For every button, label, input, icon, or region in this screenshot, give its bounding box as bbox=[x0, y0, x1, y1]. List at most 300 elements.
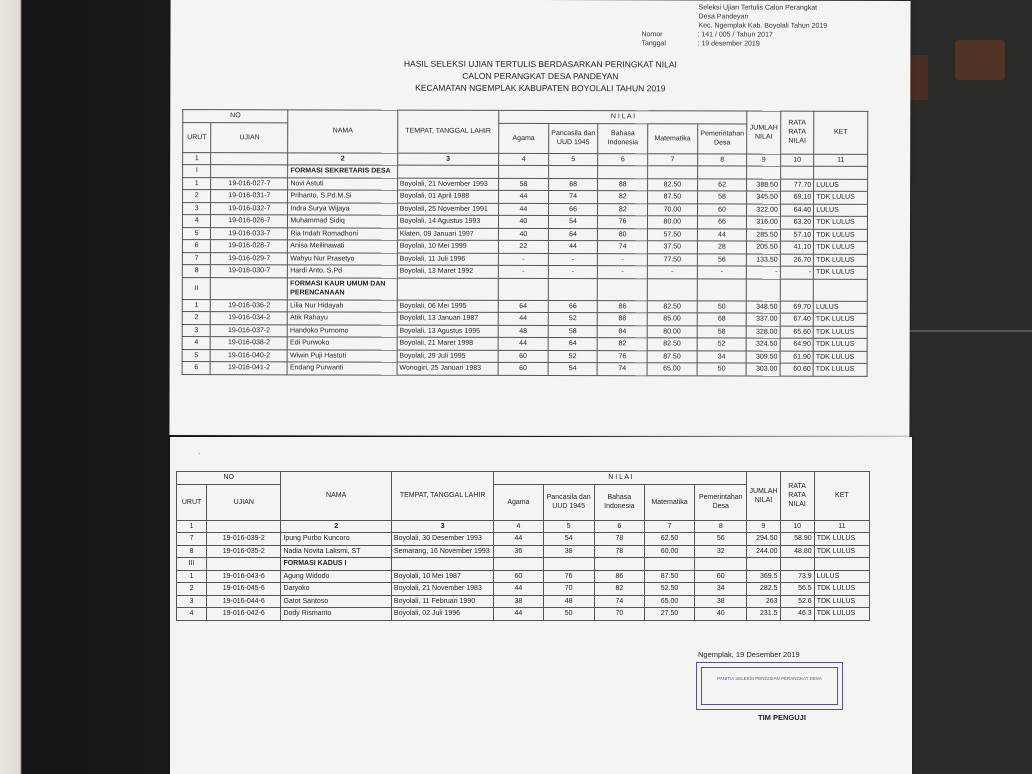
table-cell: 68 bbox=[697, 313, 747, 326]
table-cell: Semarang, 16 November 1993 bbox=[391, 545, 493, 558]
col-index: 7 bbox=[648, 153, 698, 166]
table-cell: 44 bbox=[697, 228, 747, 241]
table-cell: 70 bbox=[594, 608, 644, 621]
table-cell: 19-016-040-2 bbox=[210, 349, 287, 362]
left-board bbox=[0, 0, 175, 774]
table-cell: 2 bbox=[177, 583, 207, 596]
table-row bbox=[177, 533, 870, 546]
table-cell: 60 bbox=[498, 362, 548, 375]
col-index: 6 bbox=[598, 153, 648, 166]
table-cell: 36 bbox=[494, 545, 543, 558]
table-cell: 26.70 bbox=[780, 254, 813, 267]
col-index: 8 bbox=[695, 520, 747, 533]
col-ket: KET bbox=[814, 111, 868, 154]
table-cell: 58.90 bbox=[780, 533, 814, 546]
table-cell: 1 bbox=[182, 299, 210, 312]
table-cell: 7 bbox=[177, 533, 207, 546]
col-index: 6 bbox=[594, 520, 644, 533]
table-cell: 38 bbox=[695, 595, 747, 608]
col-rata: RATA RATA NILAI bbox=[780, 111, 814, 154]
table-cell: 64 bbox=[498, 300, 548, 313]
col-index: 11 bbox=[814, 520, 869, 533]
table-cell: Wahyu Nur Prasetyo bbox=[288, 252, 397, 265]
header-line: Desa Pandeyan bbox=[698, 13, 749, 21]
table-cell: 60.00 bbox=[644, 545, 694, 558]
col-urut: URUT bbox=[183, 122, 211, 152]
table-cell: 205.50 bbox=[747, 241, 780, 254]
table-cell: 34 bbox=[695, 583, 747, 596]
table-cell: 60.60 bbox=[780, 363, 813, 376]
table-cell: 65.60 bbox=[780, 326, 813, 339]
stamp-text: PANITIA SELEKSI PENGISIAN PERANGKAT DESA bbox=[701, 667, 838, 705]
table-cell: 345.50 bbox=[747, 191, 780, 204]
table-cell: 60 bbox=[498, 350, 548, 363]
table-cell: 56 bbox=[695, 533, 747, 546]
table-cell: 56 bbox=[697, 253, 747, 266]
table-cell: 78 bbox=[594, 533, 644, 546]
table-cell: Agung Widodo bbox=[281, 570, 391, 583]
table-cell: Boyolali, 13 Maret 1992 bbox=[397, 265, 498, 278]
table-cell: 87.50 bbox=[647, 350, 697, 363]
table-cell: 88 bbox=[598, 313, 648, 326]
table-cell: 48 bbox=[498, 325, 548, 338]
table-cell: 324.50 bbox=[746, 338, 779, 351]
table-cell: 73.9 bbox=[780, 570, 814, 583]
committee-stamp bbox=[696, 662, 843, 710]
table-cell: Boyolali, 11 Februari 1990 bbox=[391, 595, 493, 608]
table-cell: TDK LULUS bbox=[814, 608, 869, 621]
table-cell: Boyolali, 21 November 1983 bbox=[391, 583, 493, 596]
table-cell: 294.50 bbox=[747, 533, 780, 546]
table-cell: 40 bbox=[499, 228, 549, 241]
col-index: 5 bbox=[548, 153, 598, 166]
section-title: FORMASI KADUS I bbox=[281, 558, 391, 571]
table-cell: 74 bbox=[548, 191, 598, 204]
table-cell: 44 bbox=[494, 608, 543, 621]
table-cell: Boyolali, 10 Mei 1987 bbox=[391, 570, 493, 583]
table-cell: 88 bbox=[598, 178, 648, 191]
table-cell: TDK LULUS bbox=[813, 338, 867, 351]
table-cell: 38 bbox=[494, 595, 543, 608]
table-cell: 19-016-044-6 bbox=[207, 595, 281, 608]
table-cell: Gatot Santoso bbox=[281, 595, 391, 608]
table-cell: 62.50 bbox=[644, 533, 694, 546]
table-cell: 37.50 bbox=[647, 241, 697, 254]
col-index: 10 bbox=[780, 154, 813, 167]
col-index: 2 bbox=[281, 520, 391, 533]
table-cell: Boyolali, 14 Agustus 1993 bbox=[397, 215, 498, 228]
table-cell: 69.10 bbox=[780, 191, 813, 204]
table-cell: Daryoko bbox=[281, 583, 391, 596]
document-title bbox=[170, 57, 910, 95]
table-cell: TDK LULUS bbox=[814, 266, 868, 279]
table-cell: 263 bbox=[747, 595, 780, 608]
table-cell: Boyolali, 02 Juli 1996 bbox=[391, 608, 493, 621]
table-cell: LULUS bbox=[814, 570, 869, 583]
table-cell: 54 bbox=[548, 363, 598, 376]
table-cell: 44 bbox=[494, 583, 543, 596]
table-cell: 19-016-041-2 bbox=[210, 362, 287, 375]
table-cell: 6 bbox=[182, 240, 210, 253]
table-cell: 40 bbox=[695, 608, 747, 621]
table-cell: 86 bbox=[594, 570, 644, 583]
col-index: 9 bbox=[747, 154, 780, 167]
table-cell: 19-016-031-7 bbox=[211, 190, 288, 203]
table-cell: Prihanto, S.Pd.M.Si bbox=[288, 190, 397, 203]
table-cell: 2 bbox=[182, 312, 210, 325]
table-cell: 4 bbox=[182, 215, 210, 228]
table-cell: 52 bbox=[697, 338, 747, 351]
table-cell: 7 bbox=[182, 252, 210, 265]
col-agama: Agama bbox=[494, 484, 543, 520]
tanggal-value: : 19 desember 2019 bbox=[697, 40, 760, 48]
table-cell: TDK LULUS bbox=[814, 241, 868, 254]
table-cell: 19-016-045-6 bbox=[207, 583, 281, 596]
table-cell: 70.00 bbox=[648, 203, 698, 216]
results-table-1 bbox=[182, 109, 869, 376]
wall-stain bbox=[910, 55, 928, 100]
section-rows bbox=[182, 299, 867, 376]
table-cell: 8 bbox=[177, 545, 207, 558]
table-cell: 48.80 bbox=[780, 545, 814, 558]
table-cell: TDK LULUS bbox=[814, 583, 869, 596]
sign-place-date: Ngemplak, 19 Desember 2019 bbox=[698, 650, 800, 659]
table-cell: 50 bbox=[543, 608, 594, 621]
col-index: 3 bbox=[391, 520, 493, 533]
table-cell: 28 bbox=[697, 241, 747, 254]
table-cell: 4 bbox=[177, 608, 207, 621]
table-cell: TDK LULUS bbox=[814, 216, 868, 229]
table-cell: 19-016-030-7 bbox=[211, 265, 288, 278]
table-cell: 82.50 bbox=[648, 178, 698, 191]
table-cell: TDK LULUS bbox=[813, 351, 867, 364]
col-index: 7 bbox=[644, 520, 694, 533]
table-cell: 64 bbox=[548, 228, 598, 241]
table-cell: 19-016-038-2 bbox=[211, 337, 288, 350]
table-cell: 19-016-032-7 bbox=[211, 202, 288, 215]
result-sheet-page-2 bbox=[170, 437, 912, 774]
table-cell: 19-016-036-2 bbox=[211, 299, 288, 312]
table-cell: 76 bbox=[598, 216, 648, 229]
col-pancasila: Pancasila dan UUD 1945 bbox=[543, 484, 594, 520]
table-cell: 66 bbox=[548, 203, 598, 216]
table-cell: Dody Rismanto bbox=[281, 608, 391, 621]
table-cell: 50 bbox=[697, 300, 747, 313]
table-cell: TDK LULUS bbox=[814, 229, 868, 242]
table-cell: Anisa Meilinawati bbox=[288, 240, 397, 253]
table-cell: 82 bbox=[598, 203, 648, 216]
table-cell: Boyolali, 21 Maret 1998 bbox=[397, 337, 498, 350]
table-cell: 86 bbox=[598, 300, 648, 313]
table-cell: 8 bbox=[182, 265, 210, 278]
table-cell: Klaten, 09 Januari 1997 bbox=[397, 228, 498, 241]
section-number: III bbox=[177, 558, 207, 571]
table-cell: 64.40 bbox=[780, 204, 813, 217]
col-nama: NAMA bbox=[281, 472, 391, 521]
section-rows bbox=[177, 533, 870, 558]
table-cell: 1 bbox=[177, 570, 207, 583]
table-cell: 82.50 bbox=[647, 338, 697, 351]
table-cell: TDK LULUS bbox=[814, 254, 868, 267]
table-cell: 68 bbox=[548, 178, 598, 191]
table-cell: 19-016-042-6 bbox=[207, 608, 281, 621]
table-cell: 64.90 bbox=[780, 338, 813, 351]
empty-cell bbox=[211, 165, 288, 178]
table-cell: 328.00 bbox=[747, 326, 780, 339]
empty-cell bbox=[397, 165, 498, 178]
table-cell: 316.00 bbox=[747, 216, 780, 229]
col-no: NO bbox=[183, 110, 288, 123]
col-agama: Agama bbox=[499, 123, 549, 153]
nomor-value: : 141 / 005 / Tahun 2017 bbox=[697, 31, 773, 39]
table-cell: 388.50 bbox=[747, 179, 780, 192]
table-row bbox=[177, 595, 870, 608]
col-matematika: Matematika bbox=[644, 484, 694, 520]
table-cell: 58 bbox=[548, 325, 598, 338]
table-cell: 369.5 bbox=[747, 570, 780, 583]
table-cell: TDK LULUS bbox=[814, 533, 869, 546]
table-cell: Boyolali, 21 November 1993 bbox=[397, 178, 498, 191]
right-board bbox=[905, 0, 1032, 774]
col-index: 3 bbox=[397, 153, 498, 166]
table-cell: 133.50 bbox=[747, 254, 780, 267]
table-cell: 58 bbox=[697, 325, 747, 338]
table-cell: - bbox=[780, 266, 813, 279]
table-cell: 60 bbox=[695, 570, 747, 583]
table-cell: 44 bbox=[499, 190, 549, 203]
table-cell: 44 bbox=[499, 203, 549, 216]
col-index: 8 bbox=[697, 153, 747, 166]
table-cell: 69.70 bbox=[780, 301, 813, 314]
section-title: FORMASI SEKRETARIS DESA bbox=[288, 165, 397, 178]
table-cell: 58 bbox=[697, 191, 747, 204]
table-cell: - bbox=[548, 253, 598, 266]
col-ket: KET bbox=[814, 472, 869, 521]
table-cell: - bbox=[697, 266, 747, 279]
table-cell: 77.50 bbox=[647, 253, 697, 266]
col-index: 2 bbox=[288, 152, 397, 165]
empty-cell bbox=[397, 278, 498, 300]
table-cell: 19-016-043-6 bbox=[207, 570, 281, 583]
table-cell: LULUS bbox=[813, 301, 867, 314]
table-cell: Boyolali, 13 Januari 1987 bbox=[397, 312, 498, 325]
table-cell: TDK LULUS bbox=[814, 545, 869, 558]
table-cell: Boyolali, 25 November 1991 bbox=[397, 203, 498, 216]
table-cell: 61.90 bbox=[780, 351, 813, 364]
table-cell: 5 bbox=[182, 227, 210, 240]
col-no: NO bbox=[177, 472, 281, 485]
col-index: 11 bbox=[814, 154, 868, 167]
table-cell: Nadia Novita Laksmi, ST bbox=[281, 545, 391, 558]
table-cell: 22 bbox=[499, 240, 549, 253]
table-cell: 19-016-029-7 bbox=[211, 252, 288, 265]
table-cell: 54 bbox=[548, 216, 598, 229]
table-cell: Boyolali, 10 Mei 1999 bbox=[397, 240, 498, 253]
table-cell: Wonogiri, 25 Januari 1983 bbox=[397, 362, 498, 375]
table-cell: 34 bbox=[697, 350, 747, 363]
table-cell: 52.50 bbox=[644, 583, 694, 596]
col-pemerintahan: Pemerintahan Desa bbox=[697, 123, 747, 153]
tanggal-label: Tanggal bbox=[641, 40, 666, 48]
table-cell: 65.00 bbox=[644, 595, 694, 608]
table-cell: Wiwin Puji Hastuti bbox=[287, 349, 396, 362]
table-cell: TDK LULUS bbox=[813, 363, 867, 376]
table-cell: - bbox=[498, 265, 548, 278]
table-cell: 60 bbox=[494, 570, 543, 583]
col-ujian: UJIAN bbox=[207, 484, 281, 520]
table-row bbox=[177, 570, 870, 583]
table-cell: - bbox=[548, 266, 598, 279]
table-cell: Boyolali, 30 Desember 1993 bbox=[391, 533, 493, 546]
table-cell: 38 bbox=[543, 545, 594, 558]
col-index: 9 bbox=[747, 520, 780, 533]
empty-cell bbox=[391, 558, 493, 571]
table-cell: 19-016-037-2 bbox=[211, 324, 288, 337]
header-line: Seleksi Ujian Tertulis Calon Perangkat bbox=[698, 4, 818, 12]
table-cell: 309.50 bbox=[746, 351, 779, 364]
table-cell: 84 bbox=[598, 325, 648, 338]
table-cell: Boyolali, 29 Juli 1995 bbox=[397, 350, 498, 363]
table-cell: Hardi Anto, S.Pd bbox=[288, 265, 397, 278]
wall-stain bbox=[955, 40, 1005, 80]
table-cell: 48 bbox=[543, 595, 594, 608]
table-cell: - bbox=[747, 266, 780, 279]
table-cell: TDK LULUS bbox=[813, 326, 867, 339]
table-cell: 3 bbox=[177, 595, 207, 608]
table-cell: LULUS bbox=[814, 179, 868, 192]
table-cell: - bbox=[647, 266, 697, 279]
header-line: Kec. Ngemplak Kab. Boyolali Tahun 2019 bbox=[698, 22, 828, 30]
table-cell: Indra Surya Wijaya bbox=[288, 202, 397, 215]
table-cell: Edi Purwoko bbox=[288, 337, 397, 350]
table-cell: 66 bbox=[548, 300, 598, 313]
result-sheet-page-1 bbox=[169, 0, 910, 437]
col-index: 4 bbox=[499, 153, 549, 166]
table-cell: 80.00 bbox=[647, 325, 697, 338]
table-cell: Handoko Purnomo bbox=[288, 324, 397, 337]
table-cell: 66 bbox=[697, 216, 747, 229]
section-rows bbox=[182, 177, 867, 279]
table-cell: 87.50 bbox=[644, 570, 694, 583]
table-cell: 46.3 bbox=[780, 608, 814, 621]
table-cell: 282.5 bbox=[747, 583, 780, 596]
col-bahasa: Bahasa Indonesia bbox=[594, 484, 644, 520]
table-cell: 87.50 bbox=[648, 191, 698, 204]
table-cell: Novi Astuti bbox=[288, 177, 397, 190]
col-bahasa: Bahasa Indonesia bbox=[598, 123, 648, 153]
table-cell: 19-016-028-7 bbox=[211, 240, 288, 253]
table-cell: Muhammad Sidiq bbox=[288, 215, 397, 228]
table-cell: 32 bbox=[695, 545, 747, 558]
table-cell: - bbox=[498, 253, 548, 266]
table-cell: 62 bbox=[697, 178, 747, 191]
table-cell: 76 bbox=[597, 350, 647, 363]
table-row bbox=[177, 583, 870, 596]
table-cell: 44 bbox=[548, 241, 598, 254]
table-cell: 40 bbox=[499, 215, 549, 228]
table-cell: 80 bbox=[598, 228, 648, 241]
col-ttl: TEMPAT, TANGGAL LAHIR bbox=[391, 472, 493, 521]
section-number: I bbox=[183, 165, 211, 178]
table-cell: 27.50 bbox=[644, 608, 694, 621]
empty-cell bbox=[207, 558, 281, 571]
table-cell: 85.00 bbox=[647, 313, 697, 326]
table-cell: 3 bbox=[183, 202, 211, 215]
table-cell: 285.50 bbox=[747, 229, 780, 242]
table-cell: 2 bbox=[183, 190, 211, 203]
table-cell: Boyolali, 11 Juli 1996 bbox=[397, 253, 498, 266]
table-cell: 74 bbox=[598, 241, 648, 254]
table-cell: 63.20 bbox=[780, 216, 813, 229]
table-cell: 44 bbox=[498, 337, 548, 350]
table-cell: Lilia Nur Hidayah bbox=[288, 299, 397, 312]
table-cell: 19-016-039-2 bbox=[207, 533, 281, 546]
table-cell: TDK LULUS bbox=[813, 313, 867, 326]
table-cell: 19-016-033-7 bbox=[211, 227, 288, 240]
table-cell: TDK LULUS bbox=[814, 191, 868, 204]
table-cell: 19-016-026-7 bbox=[211, 215, 288, 228]
table-cell: 56.5 bbox=[780, 583, 814, 596]
col-index: 1 bbox=[183, 152, 211, 165]
table-cell: 348.50 bbox=[747, 301, 780, 314]
col-urut: URUT bbox=[177, 484, 207, 520]
table-cell: Ipung Purbo Kuncoro bbox=[281, 533, 391, 546]
title-line-2: CALON PERANGKAT DESA PANDEYAN bbox=[462, 70, 619, 82]
table-cell: 76 bbox=[543, 570, 594, 583]
col-index: 1 bbox=[177, 520, 207, 533]
title-line-1: HASIL SELEKSI UJIAN TERTULIS BERDASARKAN PERINGKAT NILAI bbox=[403, 58, 677, 70]
table-cell: LULUS bbox=[814, 204, 868, 217]
table-cell: Boyolali, 01 April 1988 bbox=[397, 190, 498, 203]
table-cell: 65.00 bbox=[647, 363, 697, 376]
table-cell: Ria Indah Romadhoni bbox=[288, 227, 397, 240]
paper-mark: - bbox=[198, 451, 201, 458]
table-cell: 5 bbox=[182, 349, 210, 362]
table-cell: 54 bbox=[543, 533, 594, 546]
table-cell: 80.00 bbox=[647, 216, 697, 229]
table-cell: 82 bbox=[598, 338, 648, 351]
col-pemerintahan: Pemerintahan Desa bbox=[695, 484, 747, 520]
col-nama: NAMA bbox=[288, 110, 398, 153]
col-index bbox=[211, 152, 288, 165]
table-cell: 44 bbox=[498, 312, 548, 325]
table-cell: 1 bbox=[183, 177, 211, 190]
table-cell: 57.10 bbox=[780, 229, 813, 242]
table-cell: 82 bbox=[598, 191, 648, 204]
table-cell: 322.00 bbox=[747, 204, 780, 217]
col-index: 4 bbox=[494, 520, 543, 533]
title-line-3: KECAMATAN NGEMPLAK KABUPATEN BOYOLALI TAHUN 2019 bbox=[415, 82, 666, 94]
table-cell: 41.10 bbox=[780, 241, 813, 254]
table-cell: 50 bbox=[697, 363, 747, 376]
table-row bbox=[177, 608, 870, 621]
table-cell: 52.6 bbox=[780, 595, 814, 608]
section-number: II bbox=[182, 277, 210, 299]
table-cell: 44 bbox=[494, 533, 543, 546]
table-cell: 6 bbox=[182, 362, 210, 375]
table-cell: Atik Rahayu bbox=[288, 312, 397, 325]
table-cell: TDK LULUS bbox=[814, 595, 869, 608]
table-cell: 82.50 bbox=[647, 300, 697, 313]
table-cell: Boyolali, 06 Mei 1995 bbox=[397, 300, 498, 313]
table-cell: 57.50 bbox=[647, 228, 697, 241]
table-cell: - bbox=[598, 253, 648, 266]
table-cell: 19-016-027-7 bbox=[211, 177, 288, 190]
examiner-team: TIM PENGUJI bbox=[758, 713, 806, 722]
table-cell: 231.5 bbox=[747, 608, 780, 621]
nomor-label: Nomor bbox=[641, 31, 663, 39]
table-cell: 337.00 bbox=[747, 313, 780, 326]
